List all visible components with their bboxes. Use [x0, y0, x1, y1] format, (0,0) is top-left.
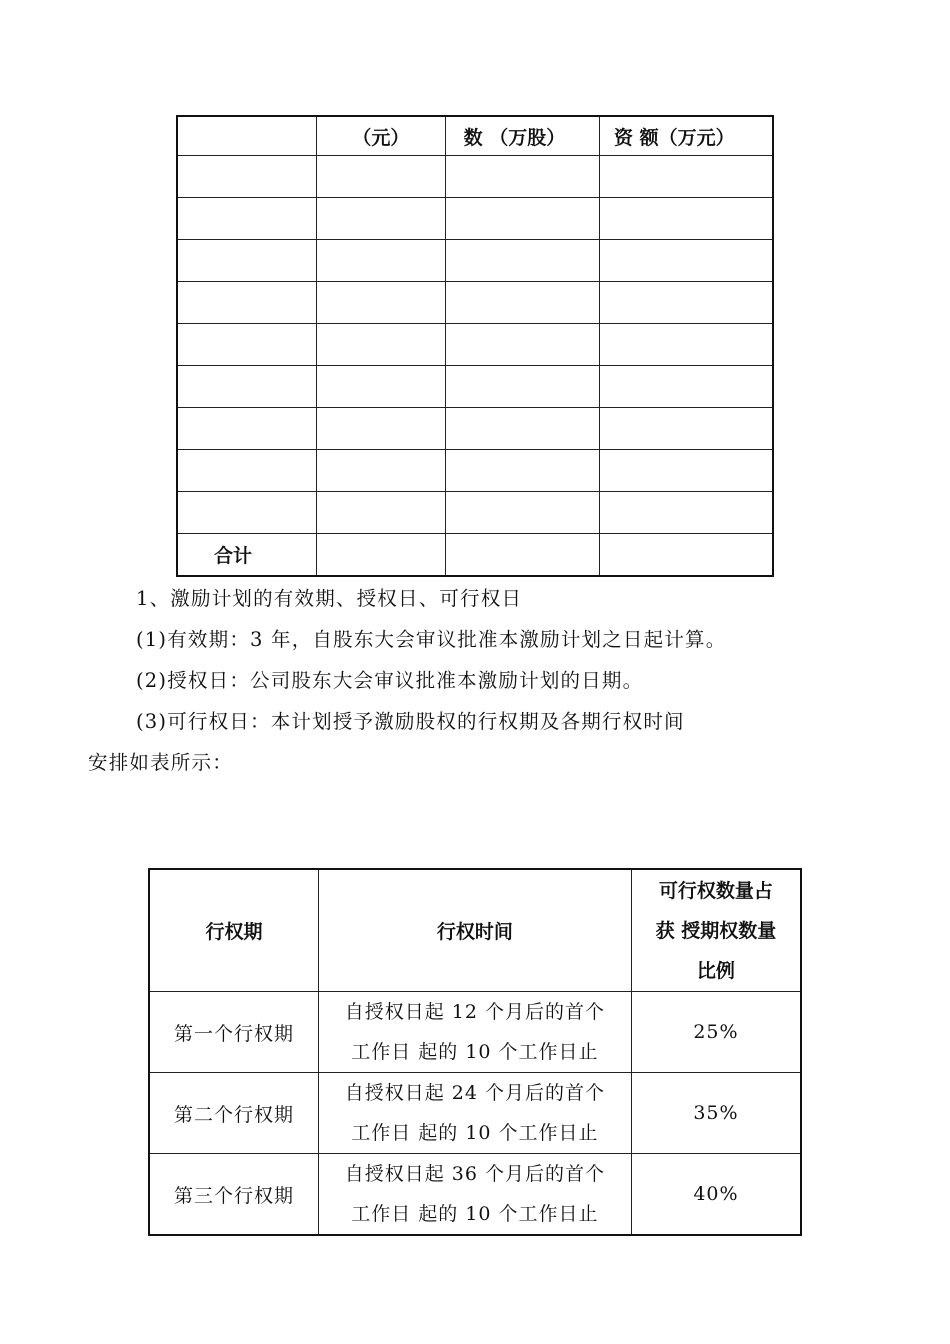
table-cell	[599, 198, 773, 240]
table-cell	[317, 324, 446, 366]
table-cell	[599, 534, 773, 577]
table-row	[177, 240, 773, 282]
table-cell	[177, 324, 317, 366]
table-row	[177, 492, 773, 534]
table-cell	[599, 492, 773, 534]
table-row	[177, 366, 773, 408]
table-cell	[177, 366, 317, 408]
table-cell	[445, 240, 599, 282]
time-line: 自授权日起 24 个月后的首个	[344, 1082, 606, 1104]
table-cell	[317, 198, 446, 240]
header-cell-shares: 数 （万股）	[445, 116, 599, 156]
table-cell	[177, 240, 317, 282]
table-cell	[445, 408, 599, 450]
table-header-row	[177, 116, 773, 156]
paragraph-exercise-date: (3)可行权日：本计划授予激励股权的行权期及各期行权时间	[136, 710, 685, 733]
table-cell	[445, 156, 599, 198]
header-cell-name	[177, 116, 317, 156]
table-cell	[445, 198, 599, 240]
time-cell	[318, 992, 631, 1073]
table-row	[177, 198, 773, 240]
ratio-cell: 25%	[631, 992, 801, 1073]
table-cell	[599, 366, 773, 408]
period-cell: 第三个行权期	[149, 1154, 318, 1236]
header-ratio-line: 可行权数量占	[658, 879, 773, 902]
ratio-cell: 35%	[631, 1073, 801, 1154]
header-cell-price: （元）	[317, 116, 446, 156]
section-heading: 1、激励计划的有效期、授权日、可行权日	[136, 587, 523, 610]
table-row	[177, 282, 773, 324]
table-cell	[445, 534, 599, 577]
period-cell: 第一个行权期	[149, 992, 318, 1073]
exercise-schedule-table	[148, 868, 802, 1236]
table-cell	[317, 240, 446, 282]
table-cell	[177, 198, 317, 240]
time-line: 工作日 起的 10 个工作日止	[351, 1203, 599, 1225]
table-cell	[599, 450, 773, 492]
header-cell-ratio	[631, 869, 801, 992]
table-row	[177, 324, 773, 366]
table-cell	[445, 366, 599, 408]
header-cell-time: 行权时间	[318, 869, 631, 992]
table-cell	[599, 324, 773, 366]
ratio-cell: 40%	[631, 1154, 801, 1236]
header-ratio-line: 获 授期权数量	[655, 919, 777, 942]
table-cell	[445, 324, 599, 366]
table-row	[149, 1073, 801, 1154]
table-cell	[599, 408, 773, 450]
time-line: 自授权日起 12 个月后的首个	[344, 1001, 606, 1023]
table-cell	[177, 156, 317, 198]
table-cell	[177, 282, 317, 324]
table-cell	[177, 408, 317, 450]
allocation-table	[176, 115, 774, 577]
table-row	[177, 408, 773, 450]
header-cell-period: 行权期	[149, 869, 318, 992]
time-cell	[318, 1154, 631, 1236]
table-cell	[445, 450, 599, 492]
table-row	[149, 992, 801, 1073]
table-cell	[445, 282, 599, 324]
table-cell	[317, 156, 446, 198]
table-row	[177, 156, 773, 198]
paragraph-grant-date: (2)授权日：公司股东大会审议批准本激励计划的日期。	[136, 669, 644, 692]
table-cell	[445, 492, 599, 534]
table-cell	[317, 534, 446, 577]
total-row	[177, 534, 773, 577]
total-label: 合计	[177, 534, 317, 577]
time-cell	[318, 1073, 631, 1154]
header-ratio-line: 比例	[696, 959, 735, 982]
table-cell	[177, 492, 317, 534]
header-cell-amount: 资 额（万元）	[599, 116, 773, 156]
time-line: 工作日 起的 10 个工作日止	[351, 1041, 599, 1063]
time-line: 工作日 起的 10 个工作日止	[351, 1122, 599, 1144]
paragraph-continued: 安排如表所示：	[88, 751, 233, 774]
table-cell	[317, 408, 446, 450]
table-row	[177, 450, 773, 492]
table-cell	[599, 282, 773, 324]
table-header-row	[149, 869, 801, 992]
table-cell	[599, 240, 773, 282]
table-cell	[317, 450, 446, 492]
paragraph-validity: (1)有效期：3 年，自股东大会审议批准本激励计划之日起计算。	[136, 628, 727, 651]
table-row	[149, 1154, 801, 1236]
table-cell	[317, 492, 446, 534]
table-cell	[177, 450, 317, 492]
period-cell: 第二个行权期	[149, 1073, 318, 1154]
table-cell	[599, 156, 773, 198]
time-line: 自授权日起 36 个月后的首个	[344, 1163, 606, 1185]
table-cell	[317, 366, 446, 408]
table-cell	[317, 282, 446, 324]
